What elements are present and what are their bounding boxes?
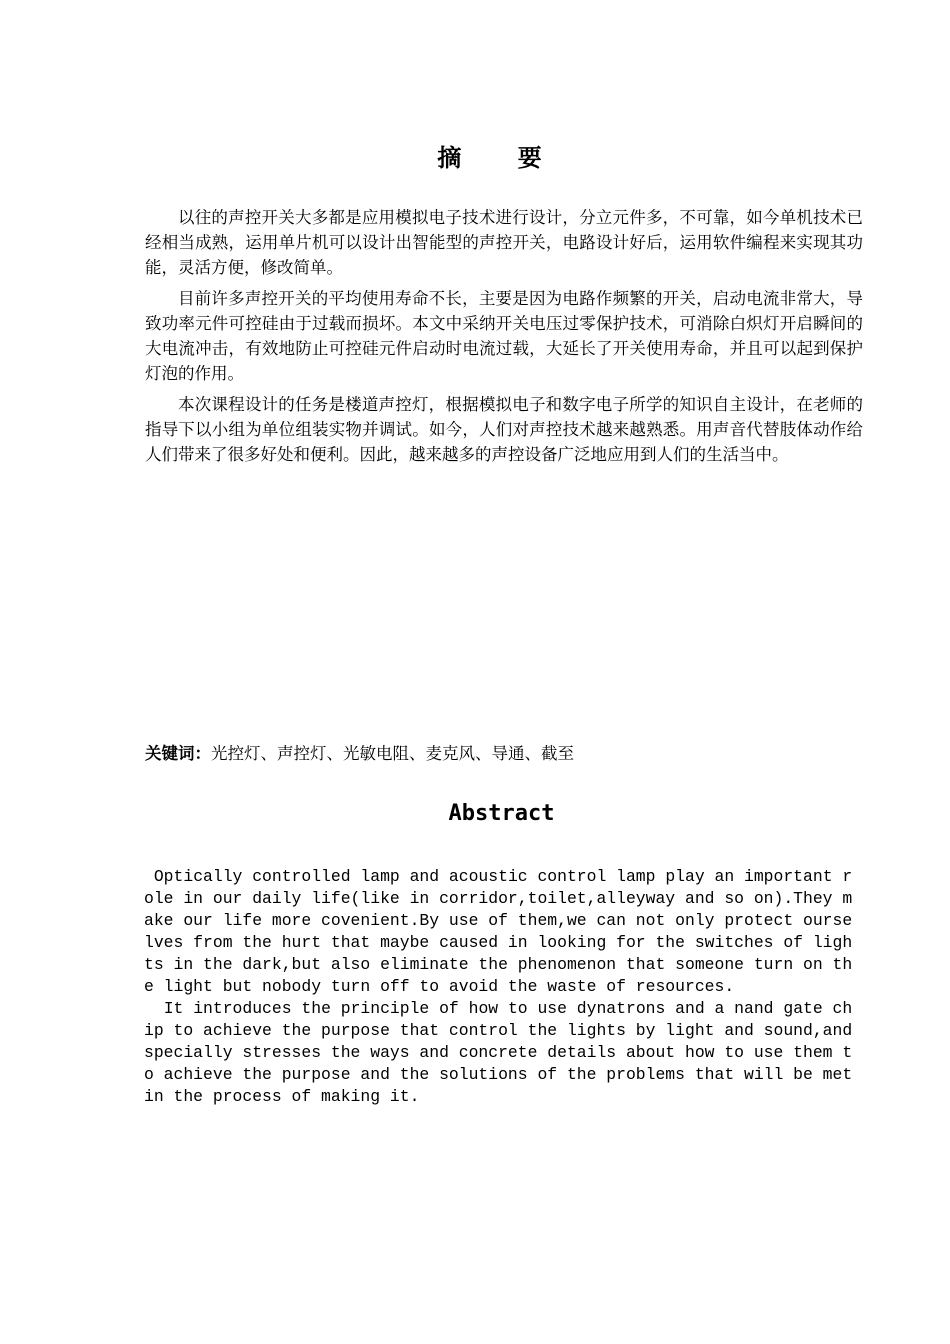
chinese-abstract-title: 摘 要: [437, 144, 566, 172]
chinese-abstract-paragraph-2: 目前许多声控开关的平均使用寿命不长，主要是因为电路作频繁的开关，启动电流非常大，导致功率元件可控硅由于过载而损坏。本文中采纳开关电压过零保护技术，可消除白炽灯开启瞬间的大电流冲击，有效地防止可控硅元件启动时电流过载，大延长了开关使用寿命，并且可以起到保护灯泡的作用。: [145, 289, 863, 383]
chinese-abstract-body: [145, 205, 863, 473]
english-abstract-paragraph-2: It introduces the principle of how to use dynatrons and a nand gate chip to achieve the purpose that control the lights by light and sound,and specially stresses the ways and concrete details about how to use them to achieve the purpose and the solutions of the problems that will be met in the process of making it.: [144, 999, 863, 1106]
chinese-abstract-paragraph-3: 本次课程设计的任务是楼道声控灯，根据模拟电子和数字电子所学的知识自主设计，在老师的指导下以小组为单位组装实物并调试。如今，人们对声控技术越来越熟悉。用声音代替肢体动作给人们带来了很多好处和便利。因此，越来越多的声控设备广泛地应用到人们的生活当中。: [145, 395, 863, 464]
english-abstract-paragraph-1: Optically controlled lamp and acoustic control lamp play an important role in our daily life(like in corridor,toilet,alleyway and so on).They make our life more covenient.By use of them,we can not only protect ourselves from the hurt that maybe caused in looking for the switches of lights in the dark,but also eliminate the phenomenon that someone turn on the light but nobody turn off to avoid the waste of resources.: [144, 867, 853, 996]
keywords-label: 关键词：: [145, 744, 211, 763]
keywords-line: [145, 741, 863, 766]
english-abstract-title: Abstract: [448, 801, 555, 826]
keywords-value: 光控灯、声控灯、光敏电阻、麦克风、导通、截至: [211, 744, 574, 763]
chinese-abstract-paragraph-1: 以往的声控开关大多都是应用模拟电子技术进行设计，分立元件多，不可靠，如今单机技术已经相当成熟，运用单片机可以设计出智能型的声控开关，电路设计好后，运用软件编程来实现其功能，灵活方便，修改简单。: [145, 208, 863, 277]
english-abstract-body: [144, 866, 863, 1108]
